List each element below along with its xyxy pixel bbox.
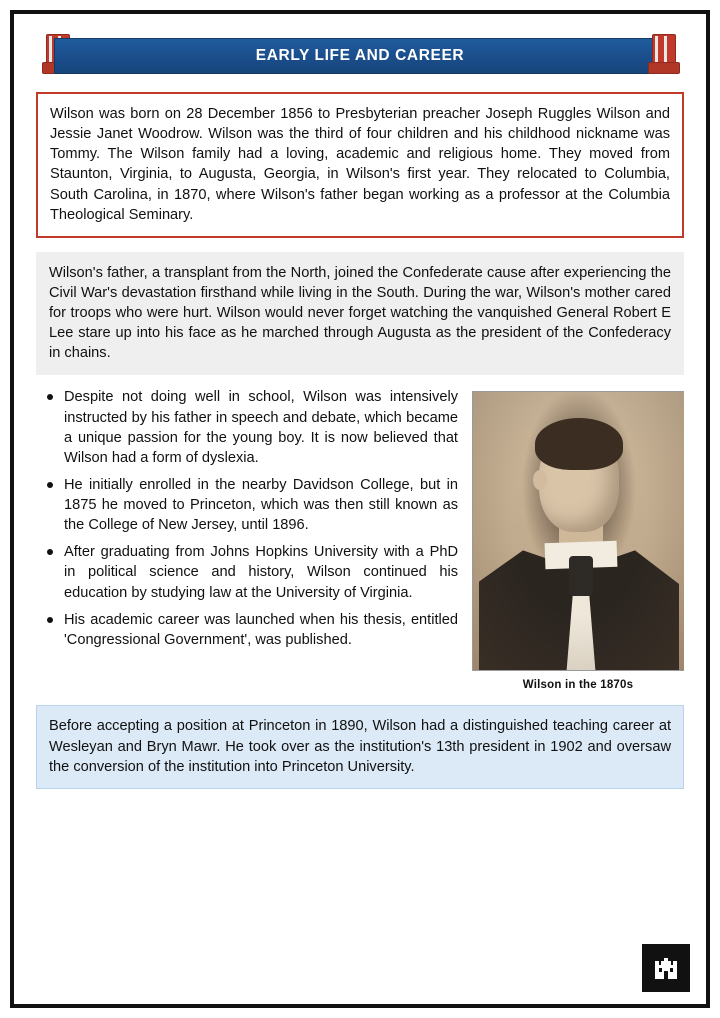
castle-logo-icon — [642, 944, 690, 992]
page-title: EARLY LIFE AND CAREER — [255, 47, 465, 64]
bullet-section — [36, 387, 684, 695]
list-item: His academic career was launched when his thesis, entitled 'Congressional Government', was published. — [64, 610, 684, 650]
intro-paragraph-box — [36, 92, 684, 238]
princeton-paragraph-box — [36, 705, 684, 788]
binder-clip-icon — [648, 34, 678, 78]
list-item: After graduating from Johns Hopkins University with a PhD in political science and history, Wilson continued his education by studying law at the University of Virginia. — [64, 542, 684, 602]
portrait-caption: Wilson in the 1870s — [522, 679, 634, 692]
header-banner — [54, 38, 666, 74]
worksheet-sheet — [10, 10, 710, 1008]
intro-paragraph-text: Wilson was born on 28 December 1856 to Presbyterian preacher Joseph Ruggles Wilson and Jessie Janet Woodrow. Wilson was the third of four children and his childhood nickname was Tommy. The Wilson family had a loving, academic and religious home. They moved from Staunton, Virginia, to Augusta, Georgia, in Wilson's first year. They relocated to Columbia, South Carolina, in 1870, where Wilson's father began working as a professor at the Columbia Theological Seminary. — [50, 106, 670, 223]
bullet-list — [36, 387, 684, 650]
civil-war-paragraph-box — [36, 252, 684, 376]
section-header — [36, 38, 684, 78]
list-item: Despite not doing well in school, Wilson was intensively instructed by his father in speech and debate, which became a unique passion for the young boy. It is now believed that Wilson had a form of dyslexia. — [64, 387, 684, 468]
civil-war-paragraph-text: Wilson's father, a transplant from the North, joined the Confederate cause after experiencing the Civil War's devastation firsthand while living in the South. During the war, Wilson's mother cared for troops who were hurt. Wilson would never forget watching the vanquished General Robert E Lee stare up into his face as he marched through Augusta as the president of the Confederacy in chains. — [49, 264, 671, 362]
list-item: He initially enrolled in the nearby Davidson College, but in 1875 he moved to Princeton, which was then still known as the College of New Jersey, until 1896. — [64, 475, 684, 535]
princeton-paragraph-text: Before accepting a position at Princeton in 1890, Wilson had a distinguished teaching career at Wesleyan and Bryn Mawr. He took over as the institution's 13th president in 1902 and oversaw the conversion of the institution into Princeton University. — [49, 718, 671, 775]
